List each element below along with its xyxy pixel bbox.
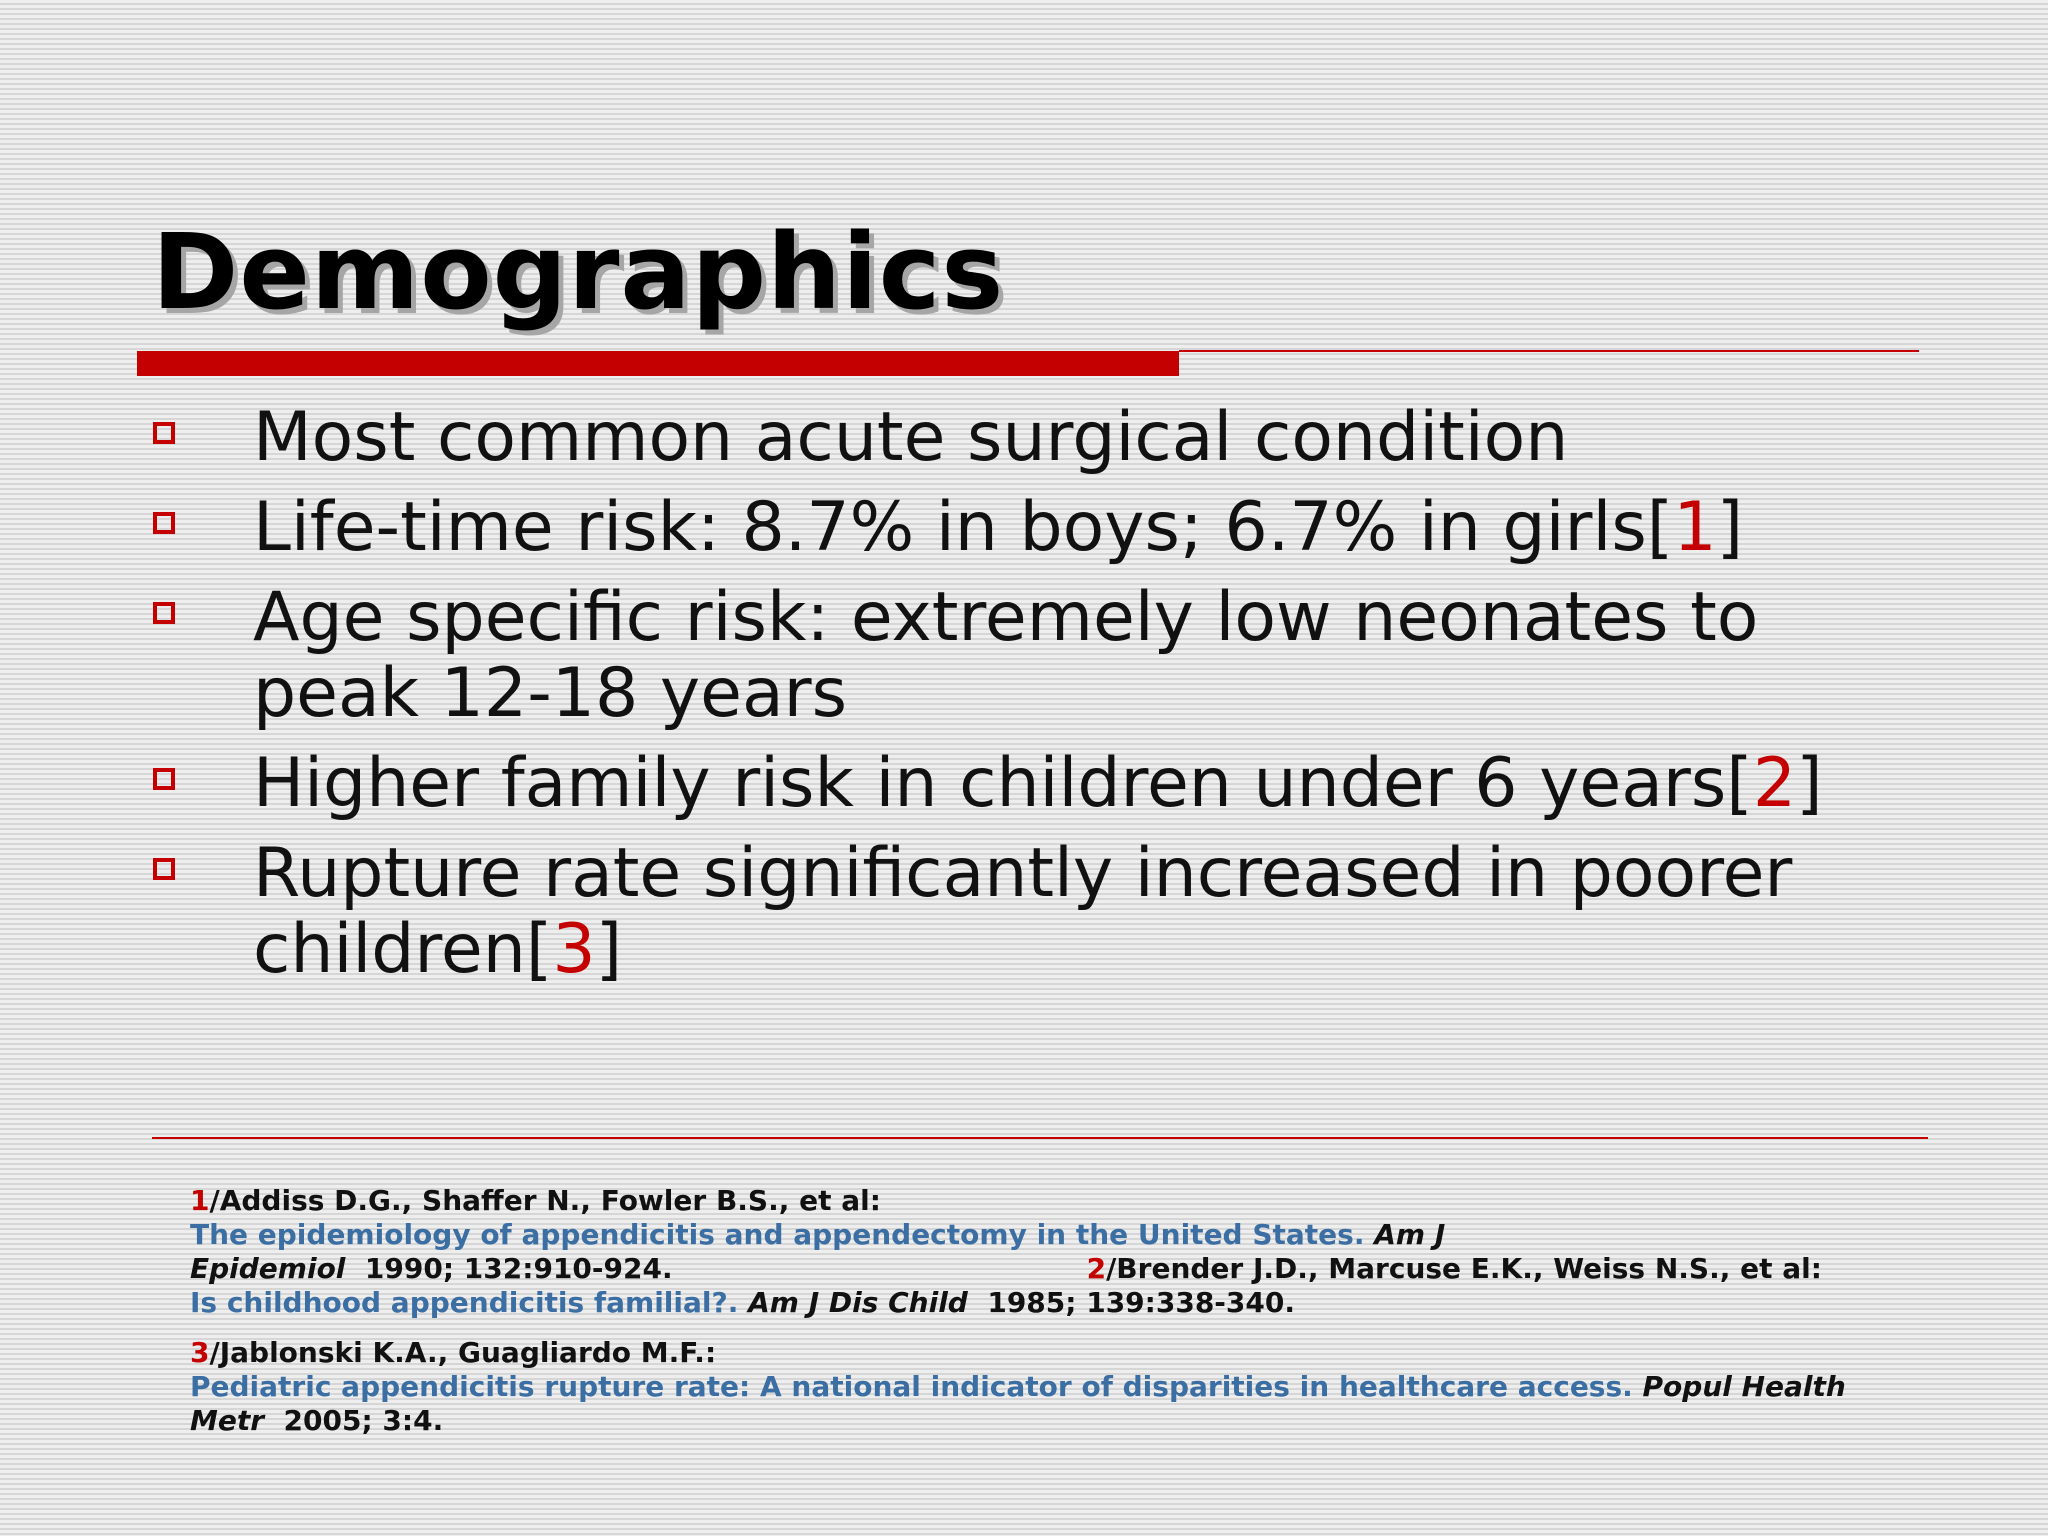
reference-number: 2 — [1086, 1252, 1107, 1285]
reference-2-title-line — [190, 1286, 1890, 1320]
reference-authors: /Jablonski K.A., Guagliardo M.F.: — [209, 1336, 717, 1369]
ref-bracket-close: ] — [1716, 488, 1744, 567]
reference-1-authors — [190, 1184, 1890, 1218]
bullet-list — [148, 400, 1948, 1002]
bullet-text: Higher family risk in children under 6 years — [253, 744, 1727, 823]
footer-divider — [152, 1137, 1928, 1139]
ref-bracket-open: [ — [525, 910, 553, 989]
bullet-item — [148, 490, 1948, 566]
square-bullet-icon — [153, 858, 175, 880]
reference-number: 3 — [190, 1336, 210, 1369]
reference-citation: 2005; 3:4. — [283, 1404, 444, 1437]
reference-1-title-line — [190, 1218, 1890, 1252]
square-bullet-icon — [153, 422, 175, 444]
bullet-text-continued: peak 12-18 years — [253, 654, 848, 733]
reference-citation: 1985; 139:338-340. — [987, 1286, 1296, 1319]
bullet-item — [148, 836, 1948, 988]
reference-journal: Am J — [1374, 1218, 1446, 1251]
reference-3-authors — [190, 1336, 1890, 1370]
reference-citation: 1990; 132:910-924. — [364, 1252, 673, 1285]
reference-1-citation-line — [190, 1252, 1890, 1286]
reference-3-title-line — [190, 1370, 1890, 1404]
bullet-item — [148, 400, 1948, 476]
ref-bracket-open: [ — [1646, 488, 1674, 567]
reference-link-2[interactable]: 2 — [1752, 744, 1797, 823]
bullet-text: Life-time risk: 8.7% in boys; 6.7% in girls — [253, 488, 1647, 567]
reference-link-3[interactable]: 3 — [552, 910, 596, 989]
bullet-text: Most common acute surgical condition — [253, 398, 1569, 477]
reference-authors: /Brender J.D., Marcuse E.K., Weiss N.S., et al: — [1106, 1252, 1822, 1285]
square-bullet-icon — [153, 602, 175, 624]
square-bullet-icon — [153, 512, 175, 534]
references — [190, 1184, 1890, 1438]
title-underline-thick — [137, 351, 1179, 376]
reference-number: 1 — [190, 1184, 210, 1217]
reference-journal: Popul Health — [1642, 1370, 1846, 1403]
reference-journal: Epidemiol — [190, 1252, 346, 1285]
reference-journal: Am J Dis Child — [748, 1286, 968, 1319]
square-bullet-icon — [153, 768, 175, 790]
bullet-item — [148, 746, 1948, 822]
ref-bracket-close: ] — [1796, 744, 1823, 823]
reference-journal: Metr — [190, 1404, 265, 1437]
reference-title-link[interactable]: Is childhood appendicitis familial?. — [190, 1286, 739, 1319]
bullet-item — [148, 580, 1948, 732]
reference-title-link[interactable]: The epidemiology of appendicitis and appendectomy in the United States. — [190, 1218, 1365, 1251]
ref-bracket-close: ] — [595, 910, 623, 989]
ref-bracket-open: [ — [1726, 744, 1753, 823]
reference-title-link[interactable]: Pediatric appendicitis rupture rate: A national indicator of disparities in healthcare access. — [190, 1370, 1633, 1403]
bullet-text: Age specific risk: extremely low neonates to — [253, 578, 1759, 657]
bullet-text: Rupture rate significantly increased in poorer — [253, 834, 1793, 913]
title-underline-thin — [1179, 350, 1919, 352]
reference-authors: /Addiss D.G., Shaffer N., Fowler B.S., et al: — [209, 1184, 881, 1217]
bullet-text-continued: children — [253, 910, 526, 989]
reference-link-1[interactable]: 1 — [1673, 488, 1717, 567]
reference-3-citation-line — [190, 1404, 1890, 1438]
slide-title: Demographics — [152, 211, 1005, 333]
